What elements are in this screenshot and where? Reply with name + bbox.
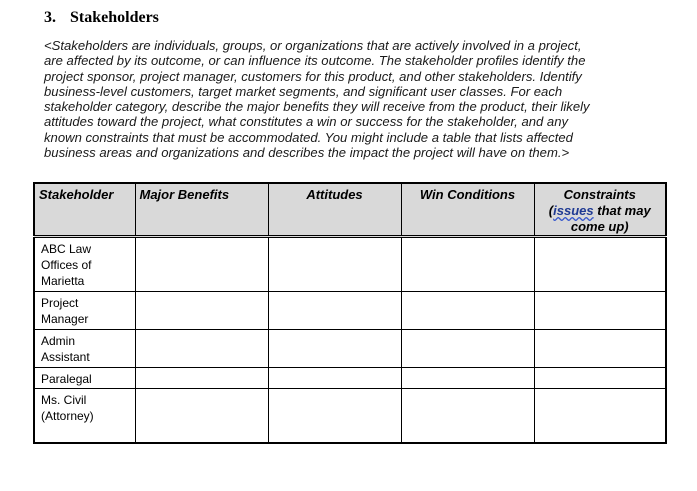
attitudes-cell[interactable] — [268, 330, 401, 368]
constraints-title: Constraints — [563, 187, 636, 202]
constraints-cell[interactable] — [534, 292, 666, 330]
benefits-cell[interactable] — [135, 368, 268, 389]
benefits-cell[interactable] — [135, 237, 268, 292]
table-header-row — [34, 183, 666, 237]
constraints-cell[interactable] — [534, 330, 666, 368]
attitudes-cell[interactable] — [268, 237, 401, 292]
win-conditions-cell[interactable] — [401, 237, 534, 292]
stakeholder-cell[interactable] — [34, 330, 135, 368]
header-attitudes: Attitudes — [268, 183, 401, 237]
constraints-rest: that may — [593, 203, 651, 218]
intro-paragraph — [44, 38, 664, 160]
table-row — [34, 368, 666, 389]
table-row — [34, 330, 666, 368]
constraints-tail: come up) — [570, 219, 629, 234]
stakeholder-name-line: Ms. Civil — [41, 393, 87, 407]
header-stakeholder: Stakeholder — [34, 183, 135, 237]
stakeholder-name-line: Project — [41, 296, 79, 310]
intro-line: known constraints that must be accommodated. You might include a table that lists affected — [44, 129, 573, 145]
intro-line: business-level customers, target market segments, and significant user classes. For each — [44, 83, 563, 99]
intro-line: are affected by its outcome, or can influence its outcome. The stakeholder profiles identify the — [44, 53, 586, 69]
intro-line: stakeholder category, describe the major benefits they will receive from the product, their likely — [44, 99, 590, 115]
table-row — [34, 237, 666, 292]
stakeholder-name-line: Admin — [41, 334, 76, 348]
win-conditions-cell[interactable] — [401, 292, 534, 330]
intro-line: business areas and organizations and describes the impact the project will have on them.> — [44, 145, 570, 161]
stakeholder-cell[interactable] — [34, 389, 135, 444]
table-row — [34, 389, 666, 444]
stakeholder-name-line: Offices of — [41, 258, 92, 272]
section-heading — [44, 9, 159, 27]
stakeholder-name-line: Paralegal — [41, 372, 92, 386]
stakeholder-name-line: Manager — [41, 312, 89, 326]
header-constraints — [534, 183, 666, 237]
attitudes-cell[interactable] — [268, 368, 401, 389]
issues-link[interactable]: issues — [553, 203, 594, 218]
section-title: Stakeholders — [70, 9, 159, 26]
section-number: 3. — [44, 9, 56, 26]
stakeholders-table — [33, 182, 667, 444]
header-win-conditions: Win Conditions — [401, 183, 534, 237]
win-conditions-cell[interactable] — [401, 368, 534, 389]
stakeholder-name-line: ABC Law — [41, 242, 92, 256]
stakeholder-cell[interactable] — [34, 237, 135, 292]
stakeholder-name-line: Assistant — [41, 350, 90, 364]
constraints-open-paren: ( — [548, 203, 554, 218]
table-row — [34, 292, 666, 330]
constraints-cell[interactable] — [534, 389, 666, 444]
constraints-cell[interactable] — [534, 237, 666, 292]
stakeholder-name-line: Marietta — [41, 274, 85, 288]
attitudes-cell[interactable] — [268, 389, 401, 444]
constraints-cell[interactable] — [534, 368, 666, 389]
benefits-cell[interactable] — [135, 330, 268, 368]
benefits-cell[interactable] — [135, 389, 268, 444]
stakeholder-name-line: (Attorney) — [41, 409, 94, 423]
win-conditions-cell[interactable] — [401, 389, 534, 444]
stakeholder-cell[interactable] — [34, 368, 135, 389]
stakeholder-cell[interactable] — [34, 292, 135, 330]
win-conditions-cell[interactable] — [401, 330, 534, 368]
benefits-cell[interactable] — [135, 292, 268, 330]
header-major-benefits: Major Benefits — [135, 183, 268, 237]
intro-line: project sponsor, project manager, customers for this product, and other stakeholders. Identify — [44, 68, 582, 84]
intro-line: <Stakeholders are individuals, groups, or organizations that are actively involved in a project, — [44, 38, 582, 53]
intro-line: attitudes toward the project, what constitutes a win or success for the stakeholder, and any — [44, 114, 569, 130]
attitudes-cell[interactable] — [268, 292, 401, 330]
